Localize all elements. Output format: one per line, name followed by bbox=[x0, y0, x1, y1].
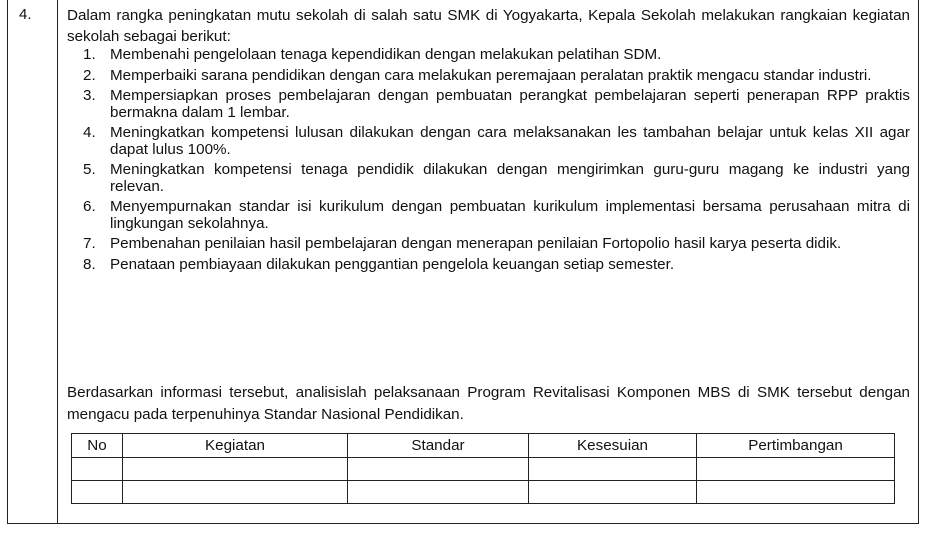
list-item-number: 8. bbox=[83, 255, 96, 273]
list-item bbox=[67, 47, 910, 64]
list-item bbox=[67, 125, 910, 158]
list-item-number: 4. bbox=[83, 124, 96, 141]
list-item-number: 2. bbox=[83, 66, 96, 84]
table-cell[interactable] bbox=[697, 481, 895, 504]
header-kesesuian: Kesesuian bbox=[529, 434, 697, 458]
list-item bbox=[67, 236, 910, 253]
list-item-text: Menyempurnakan standar isi kurikulum dengan pembuatan kurikulum implementasi bersama perusahaan mitra di lingkungan sekolahnya. bbox=[110, 198, 910, 232]
list-item-text: Membenahi pengelolaan tenaga kependidikan dengan melakukan pelatihan SDM. bbox=[110, 46, 662, 63]
question-intro: Dalam rangka peningkatan mutu sekolah di salah satu SMK di Yogyakarta, Kepala Sekolah melakukan rangkaian kegiatan sekolah sebagai berikut: bbox=[67, 7, 910, 45]
list-item bbox=[67, 162, 910, 195]
table-cell[interactable] bbox=[348, 481, 529, 504]
header-kegiatan: Kegiatan bbox=[123, 434, 348, 458]
list-item-text: Mempersiapkan proses pembelajaran dengan pembuatan perangkat pembelajaran seperti penerapan RPP praktis bermakna dalam 1 lembar. bbox=[110, 87, 910, 121]
question-body bbox=[67, 5, 910, 277]
list-item bbox=[67, 257, 910, 274]
list-item bbox=[67, 68, 910, 85]
list-item-text: Pembenahan penilaian hasil pembelajaran dengan menerapan penilaian Fortopolio hasil karya peserta didik. bbox=[110, 235, 842, 252]
activity-list bbox=[67, 47, 910, 273]
column-divider bbox=[57, 0, 58, 523]
table-row bbox=[72, 458, 895, 481]
list-item-text: Meningkatkan kompetensi tenaga pendidik dilakukan dengan mengirimkan guru-guru magang ke industri yang relevan. bbox=[110, 161, 910, 195]
header-standar: Standar bbox=[348, 434, 529, 458]
list-item-number: 5. bbox=[83, 161, 96, 178]
list-item-number: 6. bbox=[83, 198, 96, 215]
list-item bbox=[67, 199, 910, 232]
table-cell[interactable] bbox=[72, 481, 123, 504]
question-closing: Berdasarkan informasi tersebut, analisislah pelaksanaan Program Revitalisasi Komponen MBS di SMK tersebut dengan mengacu pada terpenuhinya Standar Nasional Pendidikan. bbox=[67, 384, 910, 423]
list-item-text: Penataan pembiayaan dilakukan penggantian pengelola keuangan setiap semester. bbox=[110, 255, 675, 273]
list-item-text: Meningkatkan kompetensi lulusan dilakukan dengan cara melaksanakan les tambahan belajar untuk kelas XII agar dapat lulus 100%. bbox=[110, 124, 910, 158]
list-item bbox=[67, 88, 910, 121]
list-item-text: Memperbaiki sarana pendidikan dengan cara melakukan peremajaan peralatan praktik mengacu standar industri. bbox=[110, 66, 872, 84]
table-cell[interactable] bbox=[348, 458, 529, 481]
header-pertimbangan: Pertimbangan bbox=[697, 434, 895, 458]
table-cell[interactable] bbox=[529, 458, 697, 481]
header-no: No bbox=[72, 434, 123, 458]
table-cell[interactable] bbox=[123, 481, 348, 504]
list-item-number: 7. bbox=[83, 235, 96, 252]
table-cell[interactable] bbox=[72, 458, 123, 481]
answer-table bbox=[71, 433, 895, 504]
table-cell[interactable] bbox=[123, 458, 348, 481]
table-cell[interactable] bbox=[697, 458, 895, 481]
table-cell[interactable] bbox=[529, 481, 697, 504]
list-item-number: 3. bbox=[83, 87, 96, 104]
table-header-row bbox=[72, 434, 895, 458]
table-row bbox=[72, 481, 895, 504]
question-number: 4. bbox=[19, 6, 32, 23]
list-item-number: 1. bbox=[83, 46, 96, 63]
